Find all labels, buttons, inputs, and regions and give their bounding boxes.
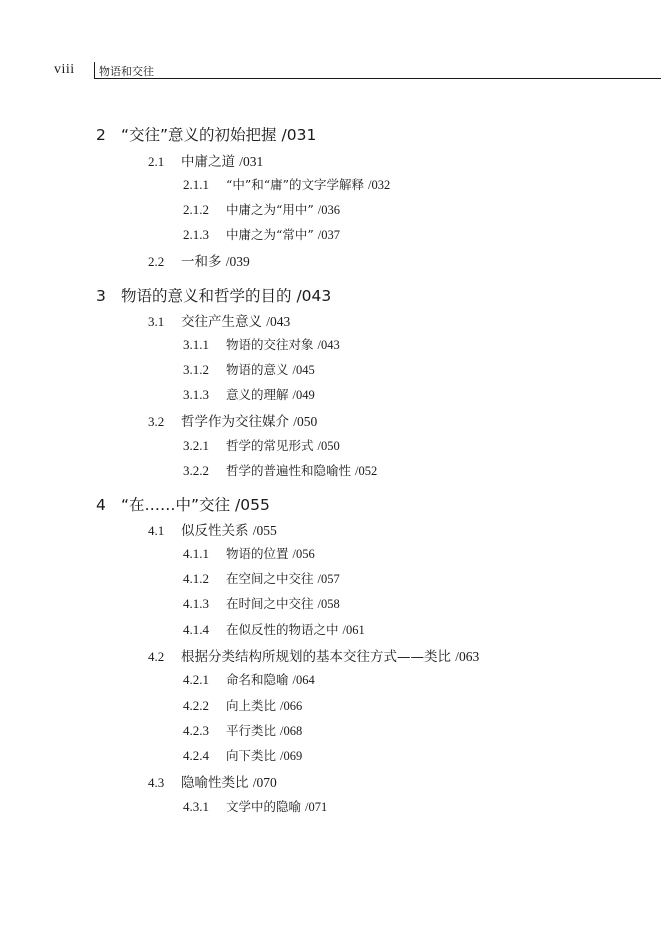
toc-title: “交往”意义的初始把握: [121, 126, 277, 144]
toc-page: /069: [280, 749, 303, 763]
toc-number: 4.2.2: [183, 698, 209, 713]
toc-section[interactable]: [148, 771, 277, 791]
toc-title: 物语的交往对象: [226, 337, 314, 352]
toc-title: 平行类比: [226, 723, 277, 738]
toc-page: /057: [317, 572, 340, 586]
toc-page: /061: [342, 623, 365, 637]
toc-title: 哲学的常见形式: [226, 438, 314, 453]
toc-number: 3.1.3: [183, 387, 209, 402]
toc-page: /037: [317, 228, 340, 242]
toc-page: /043: [266, 314, 291, 329]
toc-page: /070: [252, 775, 277, 790]
toc-subsection[interactable]: [183, 620, 365, 638]
toc-title: 物语的位置: [226, 546, 289, 561]
toc-title: 命名和隐喻: [226, 672, 289, 687]
toc-title: 交往产生意义: [181, 314, 262, 330]
toc-title: 哲学的普遍性和隐喻性: [226, 463, 352, 478]
toc-chapter[interactable]: [96, 493, 270, 515]
toc-page: /052: [355, 464, 378, 478]
toc-page: /071: [305, 800, 328, 814]
toc-page: /032: [368, 178, 391, 192]
toc-title: 隐喻性类比: [181, 775, 249, 791]
toc-subsection[interactable]: [183, 569, 340, 587]
toc-number: 4.2.4: [183, 748, 209, 763]
toc-subsection[interactable]: [183, 225, 340, 243]
toc-section[interactable]: [148, 250, 250, 270]
toc-subsection[interactable]: [183, 436, 340, 454]
toc-number: 4.1.3: [183, 596, 209, 611]
toc-number: 4.3: [148, 775, 165, 790]
toc-page: /066: [280, 699, 303, 713]
toc-number: 3.1.2: [183, 362, 209, 377]
toc-title: 在似反性的物语之中: [226, 622, 339, 637]
toc-subsection[interactable]: [183, 670, 315, 688]
toc-number: 2.1: [148, 154, 165, 169]
toc-section[interactable]: [148, 519, 277, 539]
toc-subsection[interactable]: [183, 175, 390, 193]
toc-subsection[interactable]: [183, 544, 315, 562]
toc-page: /031: [239, 154, 264, 169]
toc-section[interactable]: [148, 310, 290, 330]
toc-title: 中庸之为“用中”: [226, 202, 314, 217]
toc-chapter[interactable]: [96, 123, 316, 145]
toc-title: 向下类比: [226, 748, 277, 763]
toc-subsection[interactable]: [183, 797, 327, 815]
toc-subsection[interactable]: [183, 721, 302, 739]
toc-number: 4.3.1: [183, 799, 209, 814]
toc-page: /055: [252, 523, 277, 538]
toc-page: /063: [455, 649, 480, 664]
toc-title: 物语的意义: [226, 362, 289, 377]
toc-number: 2.1.3: [183, 227, 209, 242]
toc-number: 4.1.1: [183, 546, 209, 561]
toc-page: /049: [292, 388, 315, 402]
book-title: 物语和交往: [99, 65, 154, 78]
toc-number: 3.1: [148, 314, 165, 329]
toc-number: 2.2: [148, 254, 165, 269]
toc-chapter[interactable]: [96, 284, 331, 306]
toc-title: 一和多: [181, 254, 222, 270]
toc-page: /043: [317, 338, 340, 352]
toc-page: /039: [225, 254, 250, 269]
toc-page: /045: [292, 363, 315, 377]
toc-page: /056: [292, 547, 315, 561]
toc-page: /036: [317, 203, 340, 217]
toc-title: 在空间之中交往: [226, 571, 314, 586]
toc-number: 4.1.2: [183, 571, 209, 586]
toc-title: 向上类比: [226, 698, 277, 713]
toc-title: 中庸之道: [181, 154, 235, 170]
toc-number: 4.2: [148, 649, 165, 664]
toc-title: 根据分类结构所规划的基本交往方式——类比: [181, 649, 451, 665]
toc-number: 3: [96, 287, 106, 305]
toc-subsection[interactable]: [183, 385, 315, 403]
header-divider: [94, 62, 95, 79]
toc-title: “中”和“庸”的文字学解释: [226, 177, 365, 192]
toc-section[interactable]: [148, 150, 263, 170]
toc-title: “在……中”交往: [121, 496, 231, 514]
toc-subsection[interactable]: [183, 746, 302, 764]
toc-title: 物语的意义和哲学的目的: [121, 287, 292, 305]
toc-number: 4.2.1: [183, 672, 209, 687]
toc-title: 中庸之为“常中”: [226, 227, 314, 242]
toc-page: /068: [280, 724, 303, 738]
toc-subsection[interactable]: [183, 360, 315, 378]
toc-subsection[interactable]: [183, 200, 340, 218]
toc-number: 3.1.1: [183, 337, 209, 352]
toc-number: 3.2.1: [183, 438, 209, 453]
toc-subsection[interactable]: [183, 594, 340, 612]
toc-number: 4.2.3: [183, 723, 209, 738]
toc-number: 4.1.4: [183, 622, 209, 637]
running-header: [54, 60, 661, 80]
toc-page: /031: [281, 126, 317, 144]
toc-page: /043: [296, 287, 332, 305]
toc-number: 4.1: [148, 523, 165, 538]
toc-number: 2.1.1: [183, 177, 209, 192]
toc-page: /058: [317, 597, 340, 611]
toc-number: 3.2: [148, 414, 165, 429]
toc-number: 2: [96, 126, 106, 144]
toc-title: 文学中的隐喻: [226, 799, 302, 814]
toc-subsection[interactable]: [183, 335, 340, 353]
header-rule: [94, 78, 661, 79]
toc-title: 在时间之中交往: [226, 596, 314, 611]
toc-page: /055: [235, 496, 270, 514]
toc-page: /064: [292, 673, 315, 687]
toc-section[interactable]: [148, 410, 317, 430]
toc-page: /050: [317, 439, 340, 453]
toc-title: 意义的理解: [226, 387, 289, 402]
toc-title: 哲学作为交往媒介: [181, 414, 289, 430]
toc-number: 2.1.2: [183, 202, 209, 217]
toc-subsection[interactable]: [183, 461, 377, 479]
toc-number: 4: [96, 496, 106, 514]
toc-subsection[interactable]: [183, 696, 302, 714]
toc-number: 3.2.2: [183, 463, 209, 478]
page-number: viii: [54, 62, 75, 77]
toc-title: 似反性关系: [181, 523, 249, 539]
toc-section[interactable]: [148, 645, 479, 665]
toc-page: /050: [293, 414, 318, 429]
